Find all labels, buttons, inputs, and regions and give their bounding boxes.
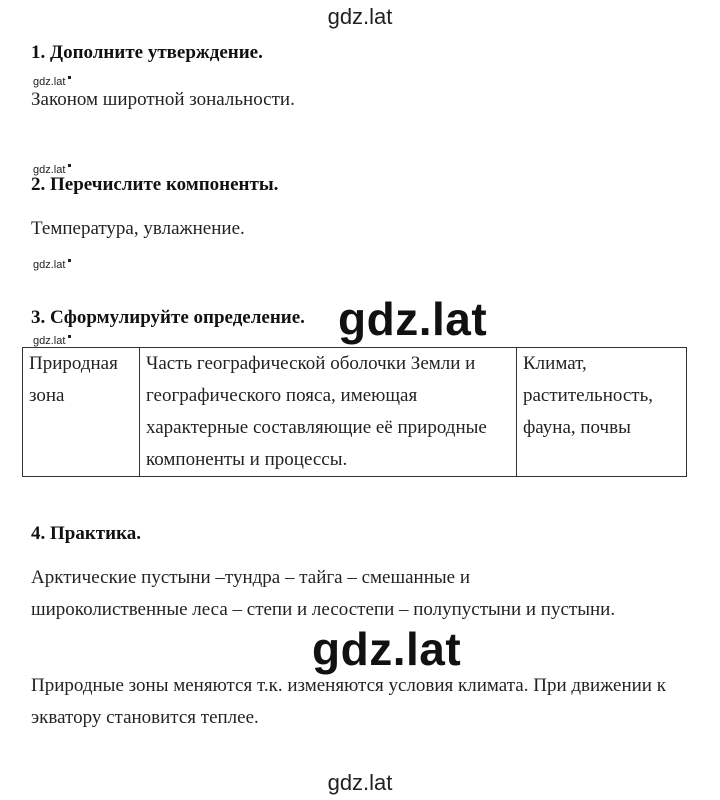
task-4-heading: 4. Практика. — [31, 523, 141, 544]
task-4-answer-sequence: Арктические пустыни –тундра – тайга – смешанные и широколиственные леса – степи и лесостепи – полупустыни и пустыни. — [31, 567, 616, 620]
watermark-large-1: gdz.lat — [338, 293, 488, 345]
watermark-small-3: gdz.lat — [33, 259, 71, 271]
watermark-large-2: gdz.lat — [312, 623, 462, 675]
watermark-small-1: gdz.lat — [33, 76, 71, 88]
task-3-heading: 3. Сформулируйте определение. — [31, 307, 305, 328]
task-2-heading: 2. Перечислите компоненты. — [31, 174, 279, 195]
table-cell-definition: Часть географической оболочки Земли и географического пояса, имеющая характерные составляющие её природные компоненты и процессы. — [140, 348, 517, 477]
task-2-answer: Температура, увлажнение. — [31, 218, 245, 239]
watermark-top: gdz.lat — [327, 4, 393, 29]
watermark-small-2: gdz.lat — [33, 164, 71, 176]
table-cell-term: Природная зона — [23, 348, 140, 477]
table-cell-components: Климат, растительность, фауна, почвы — [517, 348, 687, 477]
definition-table — [22, 347, 687, 477]
watermark-small-4: gdz.lat — [33, 335, 71, 347]
watermark-bottom: gdz.lat — [327, 770, 393, 795]
task-1-answer: Законом широтной зональности. — [31, 89, 295, 110]
task-4-answer-explanation: Природные зоны меняются т.к. изменяются условия климата. При движении к экватору становится теплее. — [31, 675, 666, 728]
task-1-heading: 1. Дополните утверждение. — [31, 42, 263, 63]
table-row — [23, 348, 687, 477]
